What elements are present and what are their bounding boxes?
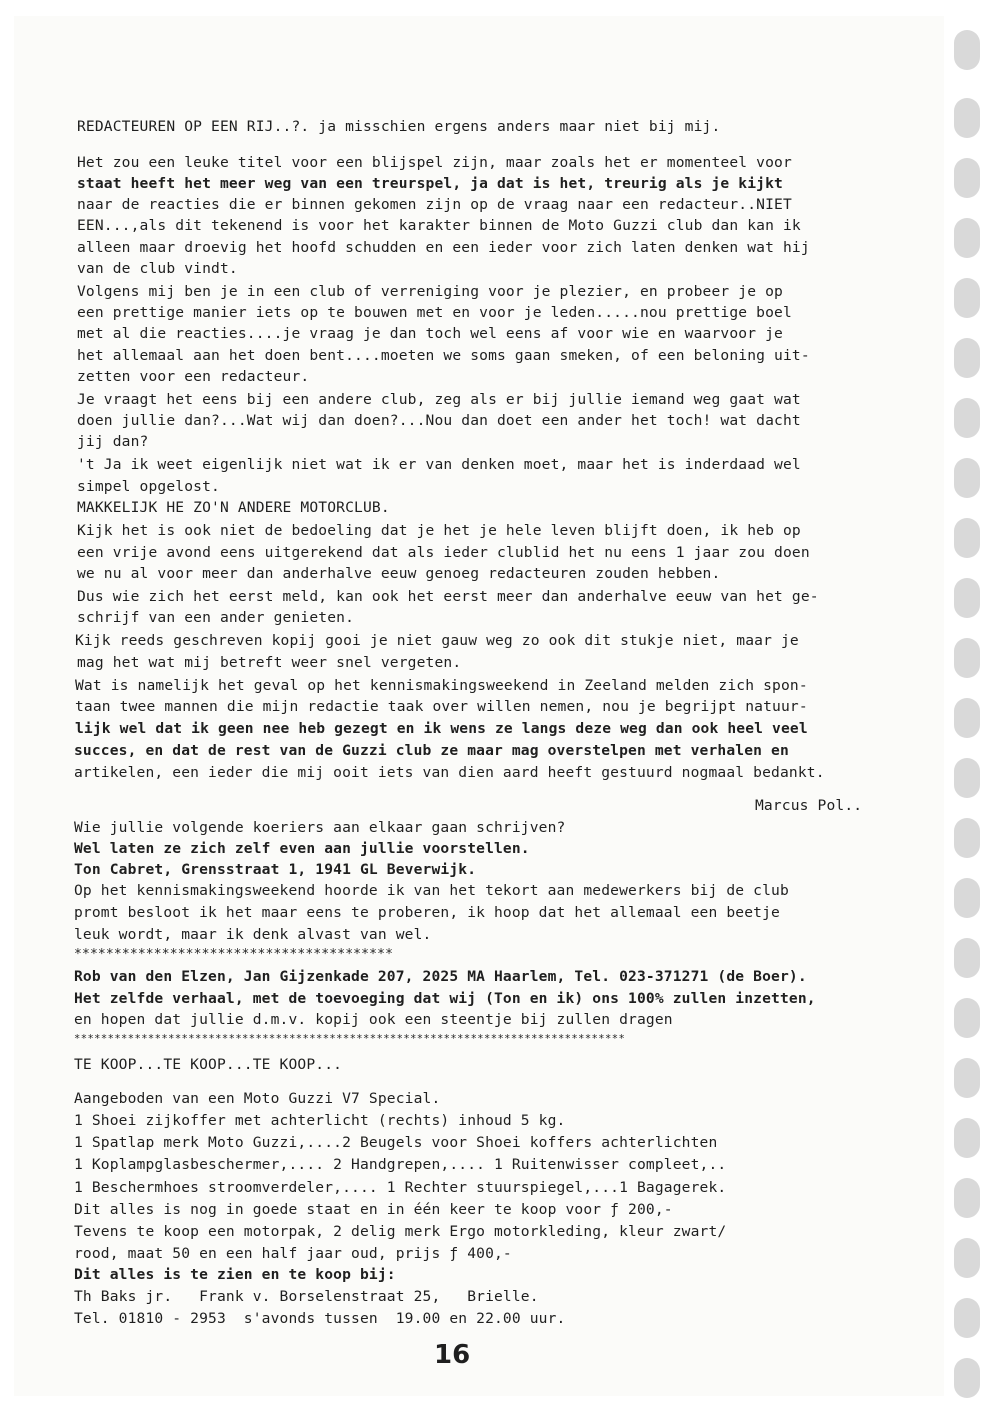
text-line: Dus wie zich het eerst meld, kan ook het eerst meer dan anderhalve eeuw van het ge- (77, 588, 819, 605)
binder-hole (954, 1178, 980, 1218)
text-line: Rob van den Elzen, Jan Gijzenkade 207, 2025 MA Haarlem, Tel. 023-371271 (de Boer). (74, 968, 807, 985)
binder-hole (954, 158, 980, 198)
text-line: Je vraagt het eens bij een andere club, zeg als er bij jullie iemand weg gaat wat (77, 391, 801, 408)
binder-hole (954, 30, 980, 70)
binder-hole (954, 638, 980, 678)
text-line: mag het wat mij betreft weer snel vergeten. (77, 654, 462, 671)
text-line: 1 Spatlap merk Moto Guzzi,....2 Beugels voor Shoei koffers achterlichten (74, 1134, 718, 1151)
text-line: Op het kennismakingsweekend hoorde ik van het tekort aan medewerkers bij de club (74, 882, 789, 899)
text-line: Dit alles is nog in goede staat en in één keer te koop voor ƒ 200,- (74, 1201, 673, 1218)
text-line: jij dan? (77, 433, 149, 450)
text-line: MAKKELIJK HE ZO'N ANDERE MOTORCLUB. (77, 499, 390, 516)
binder-hole (954, 1358, 980, 1398)
text-line: naar de reacties die er binnen gekomen zijn op de vraag naar een redacteur..NIET (77, 196, 792, 213)
binder-hole (954, 1118, 980, 1158)
binder-hole (954, 758, 980, 798)
text-line: 't Ja ik weet eigenlijk niet wat ik er van denken moet, maar het is inderdaad wel (77, 456, 801, 473)
text-line: Aangeboden van een Moto Guzzi V7 Special. (74, 1090, 441, 1107)
text-line: van de club vindt. (77, 260, 238, 277)
text-line: Wie jullie volgende koeriers aan elkaar gaan schrijven? (74, 819, 566, 836)
text-line: Wat is namelijk het geval op het kennismakingsweekend in Zeeland melden zich spon- (75, 677, 808, 694)
binder-hole (954, 1298, 980, 1338)
text-line: Wel laten ze zich zelf even aan jullie voorstellen. (74, 840, 530, 857)
binder-hole (954, 878, 980, 918)
text-line: Kijk het is ook niet de bedoeling dat je het je hele leven blijft doen, ik heb op (77, 522, 801, 539)
binder-hole (954, 818, 980, 858)
binder-hole (954, 938, 980, 978)
text-line: doen jullie dan?...Wat wij dan doen?...Nou dan doet een ander het toch! wat dacht (77, 412, 801, 429)
binder-hole (954, 458, 980, 498)
binder-hole (954, 518, 980, 558)
text-line: een prettige manier iets op te bouwen met en voor je leden.....nou prettige boel (77, 304, 792, 321)
text-line: schrijf van een ander genieten. (77, 609, 355, 626)
binder-hole (954, 398, 980, 438)
binder-hole (954, 278, 980, 318)
text-line: met al die reacties....je vraag je dan toch wel eens af voor wie en waarvoor je (77, 325, 783, 342)
binder-hole (954, 1058, 980, 1098)
text-line: staat heeft het meer weg van een treurspel, ja dat is het, treurig als je kijkt (77, 175, 783, 192)
section-title: TE KOOP...TE KOOP...TE KOOP... (74, 1056, 343, 1073)
text-line: Tel. 01810 - 2953 s'avonds tussen 19.00 en 22.00 uur. (74, 1310, 566, 1327)
divider-asterisks: **************************************** (74, 947, 394, 962)
text-line: simpel opgelost. (77, 478, 220, 495)
text-line: Volgens mij ben je in een club of verreniging voor je plezier, en probeer je op (77, 283, 783, 300)
text-line: leuk wordt, maar ik denk alvast van wel. (74, 926, 432, 943)
binder-hole (954, 218, 980, 258)
text-line: 1 Shoei zijkoffer met achterlicht (rechts) inhoud 5 kg. (74, 1112, 566, 1129)
text-line: 1 Koplampglasbeschermer,.... 2 Handgrepen,.... 1 Ruitenwisser compleet,.. (74, 1156, 727, 1173)
text-line: promt besloot ik het maar eens te proberen, ik hoop dat het allemaal een beetje (74, 904, 780, 921)
text-line: het allemaal aan het doen bent....moeten we soms gaan smeken, of een beloning uit- (77, 347, 810, 364)
binder-hole (954, 698, 980, 738)
text-line: Th Baks jr. Frank v. Borselenstraat 25, Brielle. (74, 1288, 539, 1305)
text-line: Ton Cabret, Grensstraat 1, 1941 GL Beverwijk. (74, 861, 477, 878)
binder-hole (954, 1238, 980, 1278)
text-line: een vrije avond eens uitgerekend dat als ieder clublid het nu eens 1 jaar zou doen (77, 544, 810, 561)
binder-holes (946, 0, 986, 1402)
text-line: Dit alles is te zien en te koop bij: (74, 1266, 396, 1283)
binder-hole (954, 338, 980, 378)
page-number: 16 (434, 1340, 471, 1370)
text-line: succes, en dat de rest van de Guzzi club ze maar mag overstelpen met verhalen en (74, 742, 789, 759)
text-line: taan twee mannen die mijn redactie taak over willen nemen, nou je begrijpt natuur- (75, 698, 808, 715)
text-line: zetten voor een redacteur. (77, 368, 310, 385)
text-line: Het zelfde verhaal, met de toevoeging dat wij (Ton en ik) ons 100% zullen inzetten, (74, 990, 816, 1007)
text-line: lijk wel dat ik geen nee heb gezegt en ik wens ze langs deze weg dan ook heel veel (75, 720, 808, 737)
text-line: alleen maar droevig het hoofd schudden en een ieder voor zich laten denken wat hij (77, 239, 810, 256)
text-line: we nu al voor meer dan anderhalve eeuw genoeg redacteuren zouden hebben. (77, 565, 721, 582)
signature-line: Marcus Pol.. (755, 797, 863, 814)
text-line: EEN...,als dit tekenend is voor het karakter binnen de Moto Guzzi club dan kan ik (77, 217, 801, 234)
text-line: Tevens te koop een motorpak, 2 delig merk Ergo motorkleding, kleur zwart/ (74, 1223, 727, 1240)
text-line: rood, maat 50 en een half jaar oud, prijs ƒ 400,- (74, 1245, 512, 1262)
text-line: Kijk reeds geschreven kopij gooi je niet gauw weg zo ook dit stukje niet, maar je (75, 632, 799, 649)
binder-hole (954, 998, 980, 1038)
text-line: en hopen dat jullie d.m.v. kopij ook een steentje bij zullen dragen (74, 1011, 673, 1028)
binder-hole (954, 578, 980, 618)
article-title: REDACTEUREN OP EEN RIJ..?. ja misschien ergens anders maar niet bij mij. (77, 118, 721, 135)
text-line: 1 Beschermhoes stroomverdeler,.... 1 Rechter stuurspiegel,...1 Bagagerek. (74, 1179, 727, 1196)
text-line: Het zou een leuke titel voor een blijspel zijn, maar zoals het er momenteel voor (77, 154, 792, 171)
divider-asterisks: ********************************************************************************** (74, 1033, 626, 1045)
text-line: artikelen, een ieder die mij ooit iets van dien aard heeft gestuurd nogmaal bedankt. (74, 764, 825, 781)
binder-hole (954, 98, 980, 138)
